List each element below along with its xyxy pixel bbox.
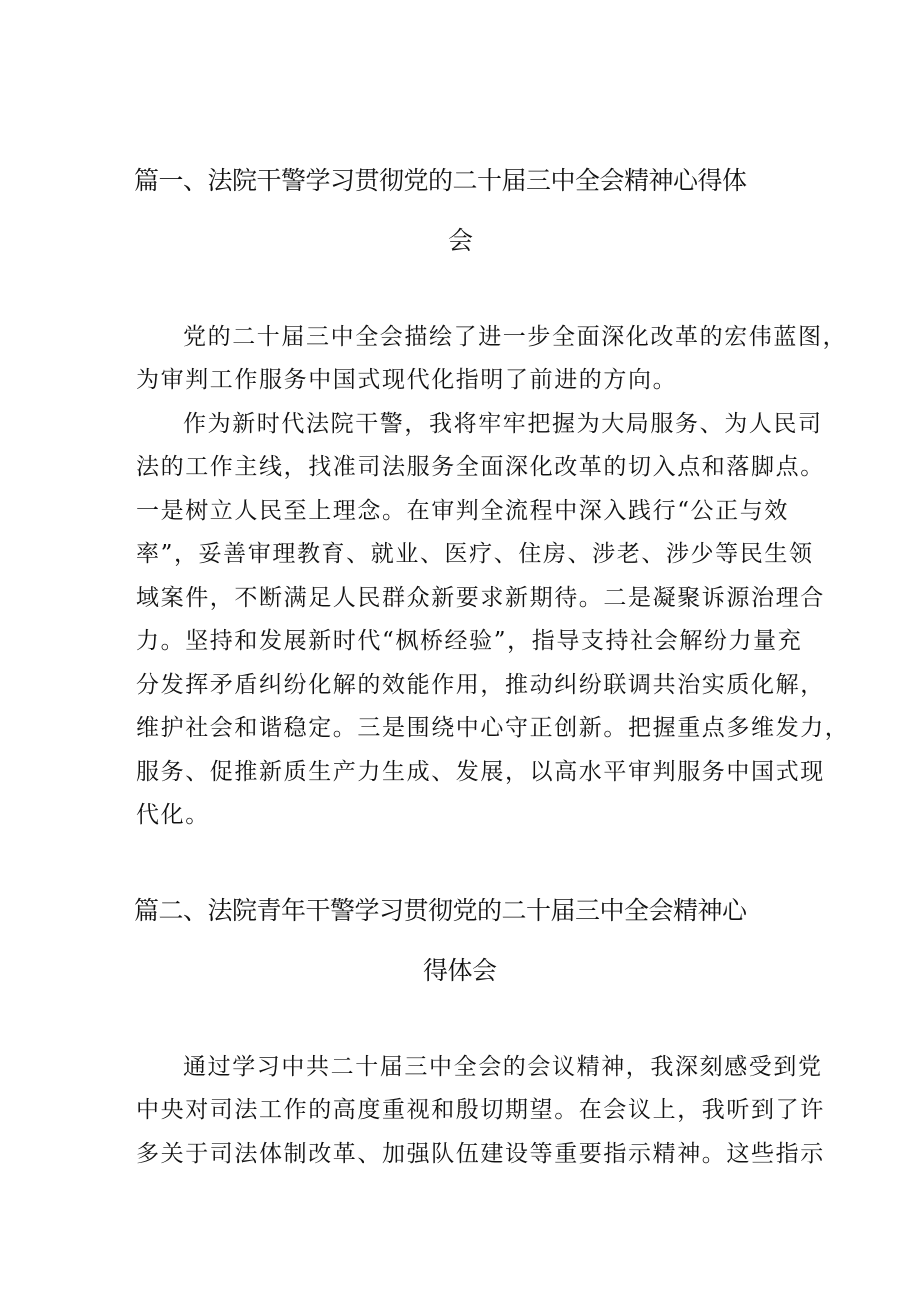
s1-p2-line6: 力。坚持和发展新时代“枫桥经验”，指导支持社会解纷力量充 xyxy=(136,628,803,654)
s1-p1-line1: 党的二十届三中全会描绘了进一步全面深化改革的宏伟蓝图， xyxy=(183,324,848,350)
s1-p2-line8: 维护社会和谐稳定。三是围绕中心守正创新。把握重点多维发力， xyxy=(136,715,850,741)
s1-p2-line3: 一是树立人民至上理念。在审判全流程中深入践行“公正与效 xyxy=(136,498,789,524)
section1-title-line1: 篇一、法院干警学习贯彻党的二十届三中全会精神心得体 xyxy=(134,166,747,195)
section1-title-line2: 会 xyxy=(448,226,473,255)
s1-p2-line9: 服务、促推新质生产力生成、发展，以高水平审判服务中国式现 xyxy=(136,759,825,785)
s2-p1-line1: 通过学习中共二十届三中全会的会议精神，我深刻感受到党 xyxy=(183,1054,823,1080)
s2-p1-line3: 多关于司法体制改革、加强队伍建设等重要指示精神。这些指示 xyxy=(136,1141,825,1167)
s1-p2-line4: 率”，妥善审理教育、就业、医疗、住房、涉老、涉少等民生领 xyxy=(136,541,814,567)
section2-title-line1: 篇二、法院青年干警学习贯彻党的二十届三中全会精神心 xyxy=(134,896,747,925)
s1-p2-line2: 法的工作主线，找准司法服务全面深化改革的切入点和落脚点。 xyxy=(136,454,825,480)
s2-p1-line2: 中央对司法工作的高度重视和殷切期望。在会议上，我听到了许 xyxy=(136,1097,825,1123)
s1-p1-line2: 为审判工作服务中国式现代化指明了前进的方向。 xyxy=(136,367,678,393)
s1-p2-line10: 代化。 xyxy=(136,802,210,828)
s1-p2-line7: 分发挥矛盾纠纷化解的效能作用，推动纠纷联调共治实质化解， xyxy=(136,672,825,698)
s1-p2-line5: 域案件，不断满足人民群众新要求新期待。二是凝聚诉源治理合 xyxy=(136,585,825,611)
section2-title-line2: 得体会 xyxy=(423,956,497,985)
s1-p2-line1: 作为新时代法院干警，我将牢牢把握为大局服务、为人民司 xyxy=(183,411,823,437)
